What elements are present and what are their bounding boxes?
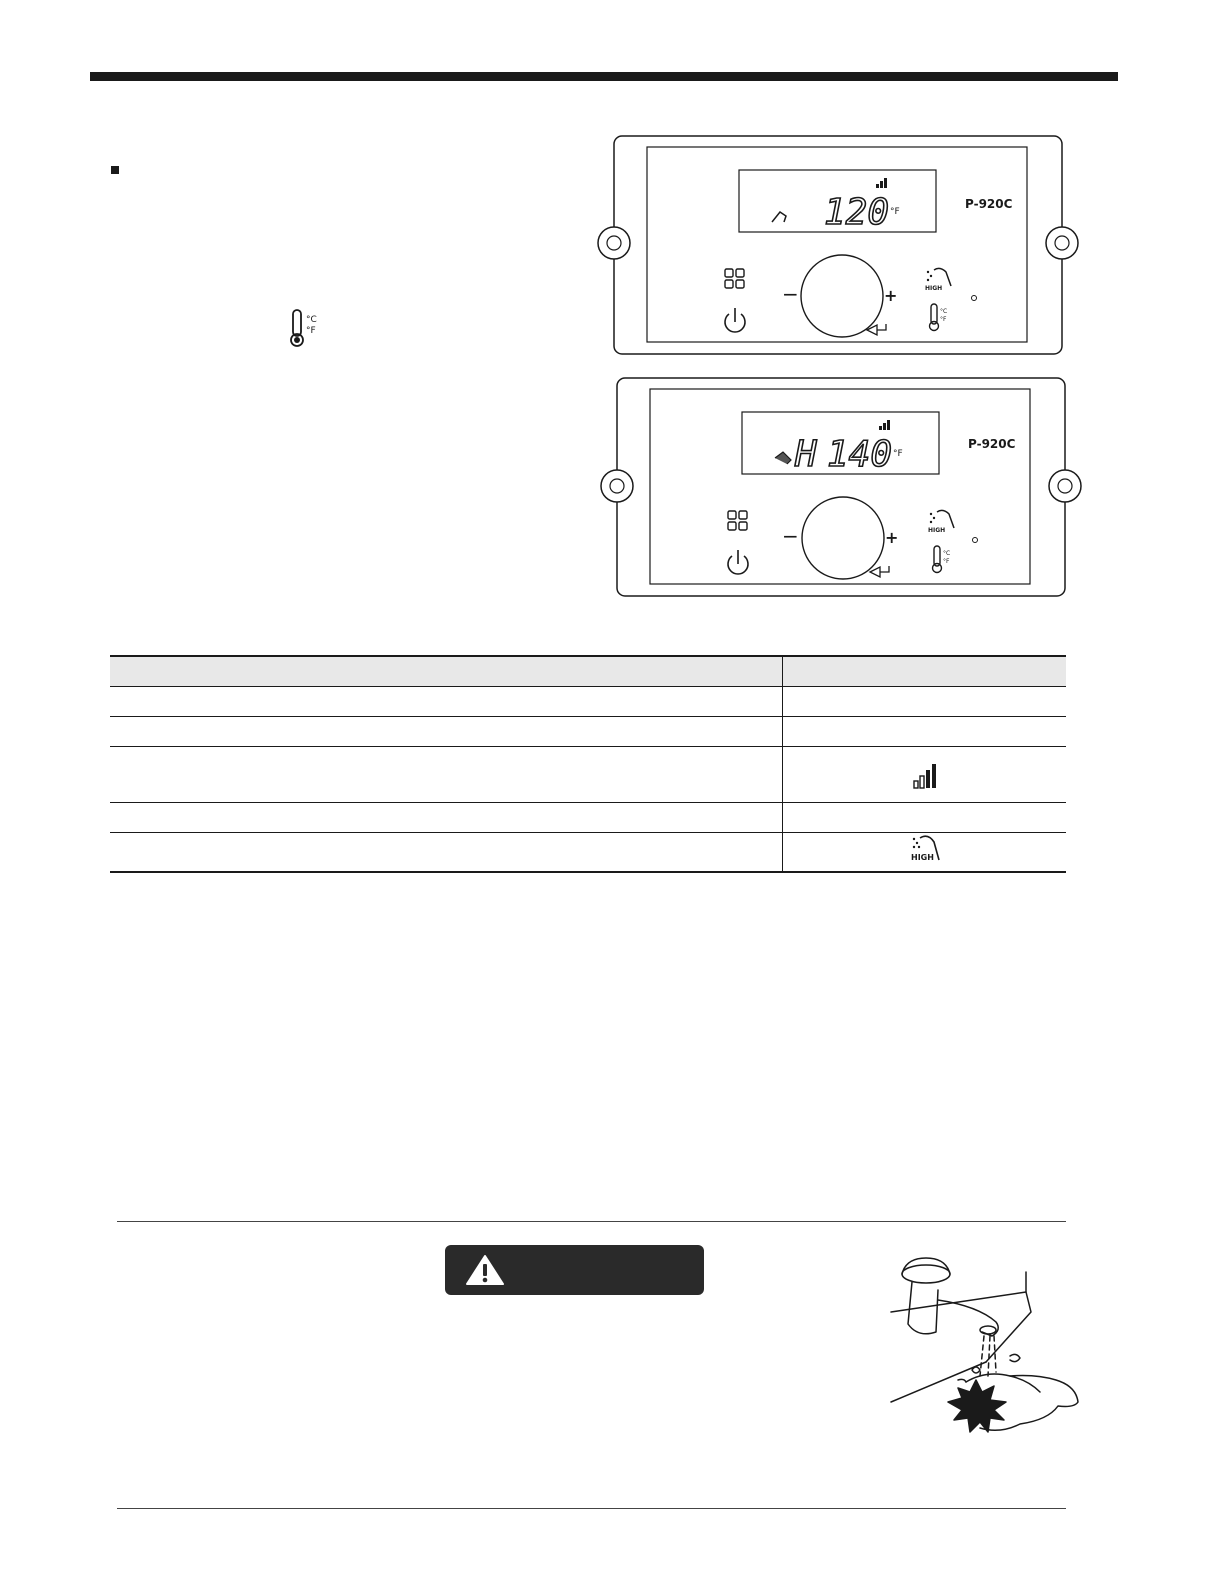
svg-text:°F: °F — [940, 316, 947, 323]
unit-label: °F — [893, 449, 903, 459]
high-flow-shower-icon — [910, 833, 940, 863]
model-label: P-920C — [968, 437, 1016, 451]
display-value: 120 — [824, 192, 890, 233]
bottom-rule — [117, 1508, 1066, 1509]
section-bullet — [111, 166, 119, 174]
signal-bars-icon — [913, 763, 937, 789]
svg-text:°F: °F — [306, 326, 316, 336]
control-panel-1 — [594, 134, 1084, 356]
warning-triangle-icon — [465, 1254, 505, 1286]
icon-table — [110, 655, 1066, 873]
svg-text:°C: °C — [943, 550, 951, 557]
display-value: 140 — [827, 434, 893, 475]
thermometer-icon — [286, 308, 320, 348]
table-row — [110, 833, 1066, 873]
plus-label: + — [884, 286, 898, 305]
svg-text:HIGH: HIGH — [928, 527, 946, 534]
table-row — [110, 687, 1066, 717]
control-panel-2 — [597, 376, 1087, 598]
minus-label: − — [782, 524, 799, 548]
dial-knob[interactable] — [802, 497, 884, 579]
section-divider — [117, 1221, 1066, 1222]
table-header — [110, 656, 1066, 687]
mount-hole-right — [1049, 470, 1081, 502]
mount-hole-left — [598, 227, 630, 259]
unit-label: °F — [890, 207, 900, 217]
mount-hole-right — [1046, 227, 1078, 259]
svg-text:HIGH: HIGH — [925, 285, 943, 292]
top-rule — [90, 72, 1118, 81]
plus-label: + — [885, 528, 899, 547]
svg-text:HIGH: HIGH — [910, 853, 934, 862]
minus-label: − — [782, 282, 799, 306]
dial-knob[interactable] — [801, 255, 883, 337]
table-row — [110, 717, 1066, 747]
mount-hole-left — [601, 470, 633, 502]
hot-water-hand-illustration — [886, 1252, 1081, 1452]
svg-text:°F: °F — [943, 558, 950, 565]
warning-banner — [445, 1245, 704, 1295]
table-row — [110, 747, 1066, 803]
table-row — [110, 803, 1066, 833]
svg-text:°C: °C — [940, 308, 948, 315]
display-prefix: H — [795, 434, 817, 475]
svg-text:°C: °C — [306, 315, 317, 325]
model-label: P-920C — [965, 197, 1013, 211]
